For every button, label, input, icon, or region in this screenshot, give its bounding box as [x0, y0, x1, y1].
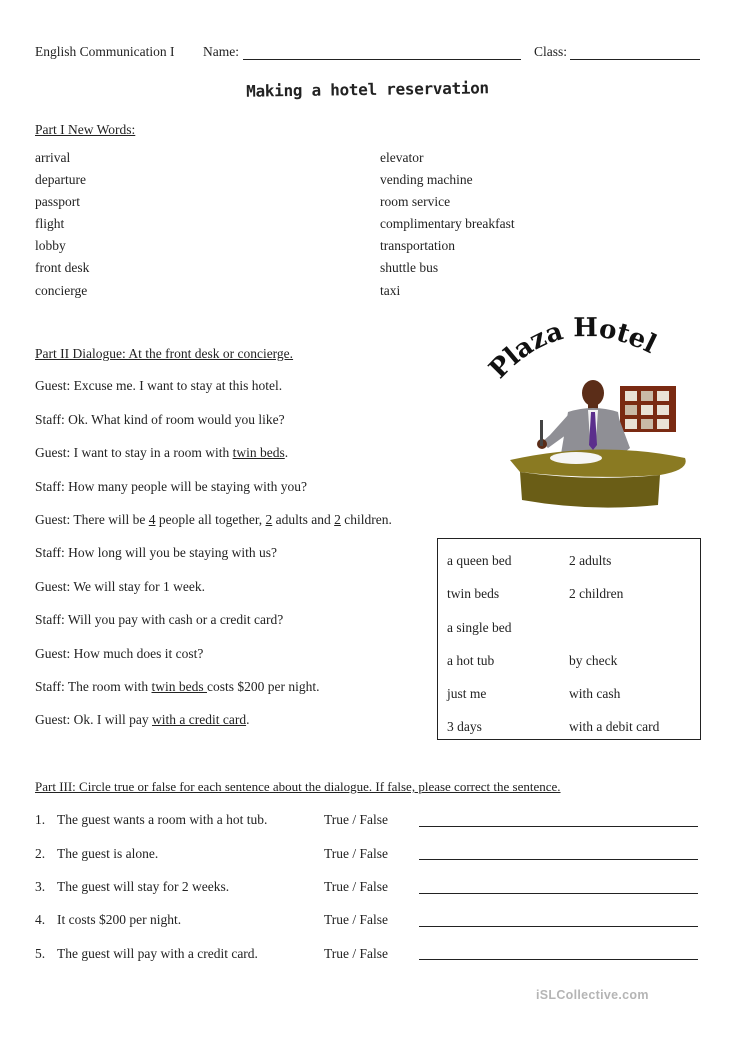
speaker: Staff	[35, 612, 61, 627]
word-bank-item: 2 children	[569, 586, 624, 601]
speaker: Staff	[35, 679, 61, 694]
speaker: Staff	[35, 479, 61, 494]
dialogue-blank: twin beds	[151, 679, 207, 694]
dialogue-line	[35, 512, 392, 528]
dialogue-text: : How much does it cost?	[66, 646, 204, 661]
clerk-figure	[537, 380, 630, 460]
question-number: 3.	[35, 879, 46, 894]
vocab-word: room service	[380, 194, 451, 209]
speaker: Staff	[35, 412, 61, 427]
question-text: The guest will stay for 2 weeks.	[57, 879, 230, 894]
true-false-choice[interactable]: True / False	[324, 846, 389, 861]
dialogue-text: children.	[340, 512, 392, 527]
speaker: Guest	[35, 712, 67, 727]
speaker: Guest	[35, 378, 67, 393]
speaker: Guest	[35, 445, 67, 460]
hotel-clerk-illustration	[480, 300, 710, 515]
dialogue-blank: 4	[148, 512, 156, 527]
word-bank-item: a single bed	[447, 620, 512, 635]
question-number: 1.	[35, 812, 46, 827]
true-false-choice[interactable]: True / False	[324, 912, 389, 927]
mail-slots	[620, 386, 676, 432]
dialogue-line	[35, 412, 285, 428]
vocab-word: concierge	[35, 283, 88, 298]
true-false-choice[interactable]: True / False	[324, 946, 389, 961]
speaker: Guest	[35, 512, 67, 527]
question-text: The guest will pay with a credit card.	[57, 946, 258, 961]
question-number: 5.	[35, 946, 46, 961]
dialogue-text: people all together,	[155, 512, 266, 527]
speaker: Guest	[35, 579, 67, 594]
dialogue-line	[35, 579, 205, 595]
dialogue-blank: with a credit card	[152, 712, 247, 727]
dialogue-text: : Will you pay with cash or a credit card?	[61, 612, 284, 627]
correction-line[interactable]	[419, 859, 698, 860]
word-bank-item: 2 adults	[569, 553, 612, 568]
vocab-word: arrival	[35, 150, 71, 165]
part1-heading: Part I New Words:	[35, 122, 136, 137]
question-number: 2.	[35, 846, 46, 861]
dialogue-text: : How many people will be staying with you?	[61, 479, 307, 494]
dialogue-text: : Ok. What kind of room would you like?	[61, 412, 285, 427]
dialogue-blank: twin beds	[232, 445, 285, 460]
dialogue-text: : We will stay for 1 week.	[66, 579, 206, 594]
word-bank-item: just me	[447, 686, 487, 701]
dialogue-line	[35, 545, 277, 561]
course-label: English Communication I	[35, 44, 175, 59]
dialogue-text: : The room with	[61, 679, 152, 694]
correction-line[interactable]	[419, 893, 698, 894]
vocab-word: taxi	[380, 283, 401, 298]
name-label: Name:	[203, 44, 239, 59]
class-label: Class:	[534, 44, 568, 59]
vocab-word: flight	[35, 216, 65, 231]
vocab-word: vending machine	[380, 172, 473, 187]
name-field[interactable]	[243, 45, 521, 60]
dialogue-text: adults and	[272, 512, 335, 527]
plaza-hotel-sign: Plaza Hotel	[483, 313, 661, 385]
question-text: It costs $200 per night.	[57, 912, 182, 927]
correction-line[interactable]	[419, 826, 698, 827]
dialogue-line	[35, 712, 249, 728]
watermark: iSLCollective.com	[536, 988, 649, 1002]
question-text: The guest is alone.	[57, 846, 159, 861]
vocab-word: elevator	[380, 150, 424, 165]
class-field[interactable]	[570, 45, 700, 60]
dialogue-line	[35, 378, 282, 394]
dialogue-blank: 2	[334, 512, 341, 527]
question-number: 4.	[35, 912, 46, 927]
vocab-word: lobby	[35, 238, 66, 253]
dialogue-line	[35, 612, 283, 628]
true-false-choice[interactable]: True / False	[324, 879, 389, 894]
vocab-word: departure	[35, 172, 86, 187]
dialogue-text: .	[284, 445, 289, 460]
dialogue-line	[35, 679, 320, 695]
correction-line[interactable]	[419, 959, 698, 960]
question-text: The guest wants a room with a hot tub.	[57, 812, 268, 827]
vocab-word: front desk	[35, 260, 90, 275]
dialogue-line	[35, 445, 288, 461]
word-bank-item: twin beds	[447, 586, 500, 601]
word-bank-item: with a debit card	[569, 719, 660, 734]
vocab-word: complimentary breakfast	[380, 216, 515, 231]
dialogue-line	[35, 479, 307, 495]
page-title: Making a hotel reservation	[246, 78, 489, 101]
dialogue-text: : Ok. I will pay	[66, 712, 152, 727]
part3-heading: Part III: Circle true or false for each sentence about the dialogue. If false, please correct the sentence.	[35, 779, 561, 794]
word-bank-item: 3 days	[447, 719, 482, 734]
dialogue-text: : I want to stay in a room with	[66, 445, 233, 460]
correction-line[interactable]	[419, 926, 698, 927]
word-bank-item: by check	[569, 653, 618, 668]
part2-heading: Part II Dialogue: At the front desk or concierge.	[35, 346, 294, 361]
dialogue-text: costs $200 per night.	[207, 679, 320, 694]
word-bank-item: with cash	[569, 686, 621, 701]
word-bank-item: a hot tub	[447, 653, 495, 668]
dialogue-line	[35, 646, 203, 662]
dialogue-blank: 2	[265, 512, 273, 527]
speaker: Guest	[35, 646, 67, 661]
dialogue-text: : Excuse me. I want to stay at this hotel.	[66, 378, 283, 393]
vocab-word: shuttle bus	[380, 260, 439, 275]
vocab-word: passport	[35, 194, 80, 209]
front-desk	[510, 449, 686, 507]
true-false-choice[interactable]: True / False	[324, 812, 389, 827]
dialogue-text: : There will be	[66, 512, 149, 527]
vocab-word: transportation	[380, 238, 455, 253]
word-bank-item: a queen bed	[447, 553, 512, 568]
speaker: Staff	[35, 545, 61, 560]
dialogue-text: .	[246, 712, 250, 727]
dialogue-text: : How long will you be staying with us?	[61, 545, 277, 560]
